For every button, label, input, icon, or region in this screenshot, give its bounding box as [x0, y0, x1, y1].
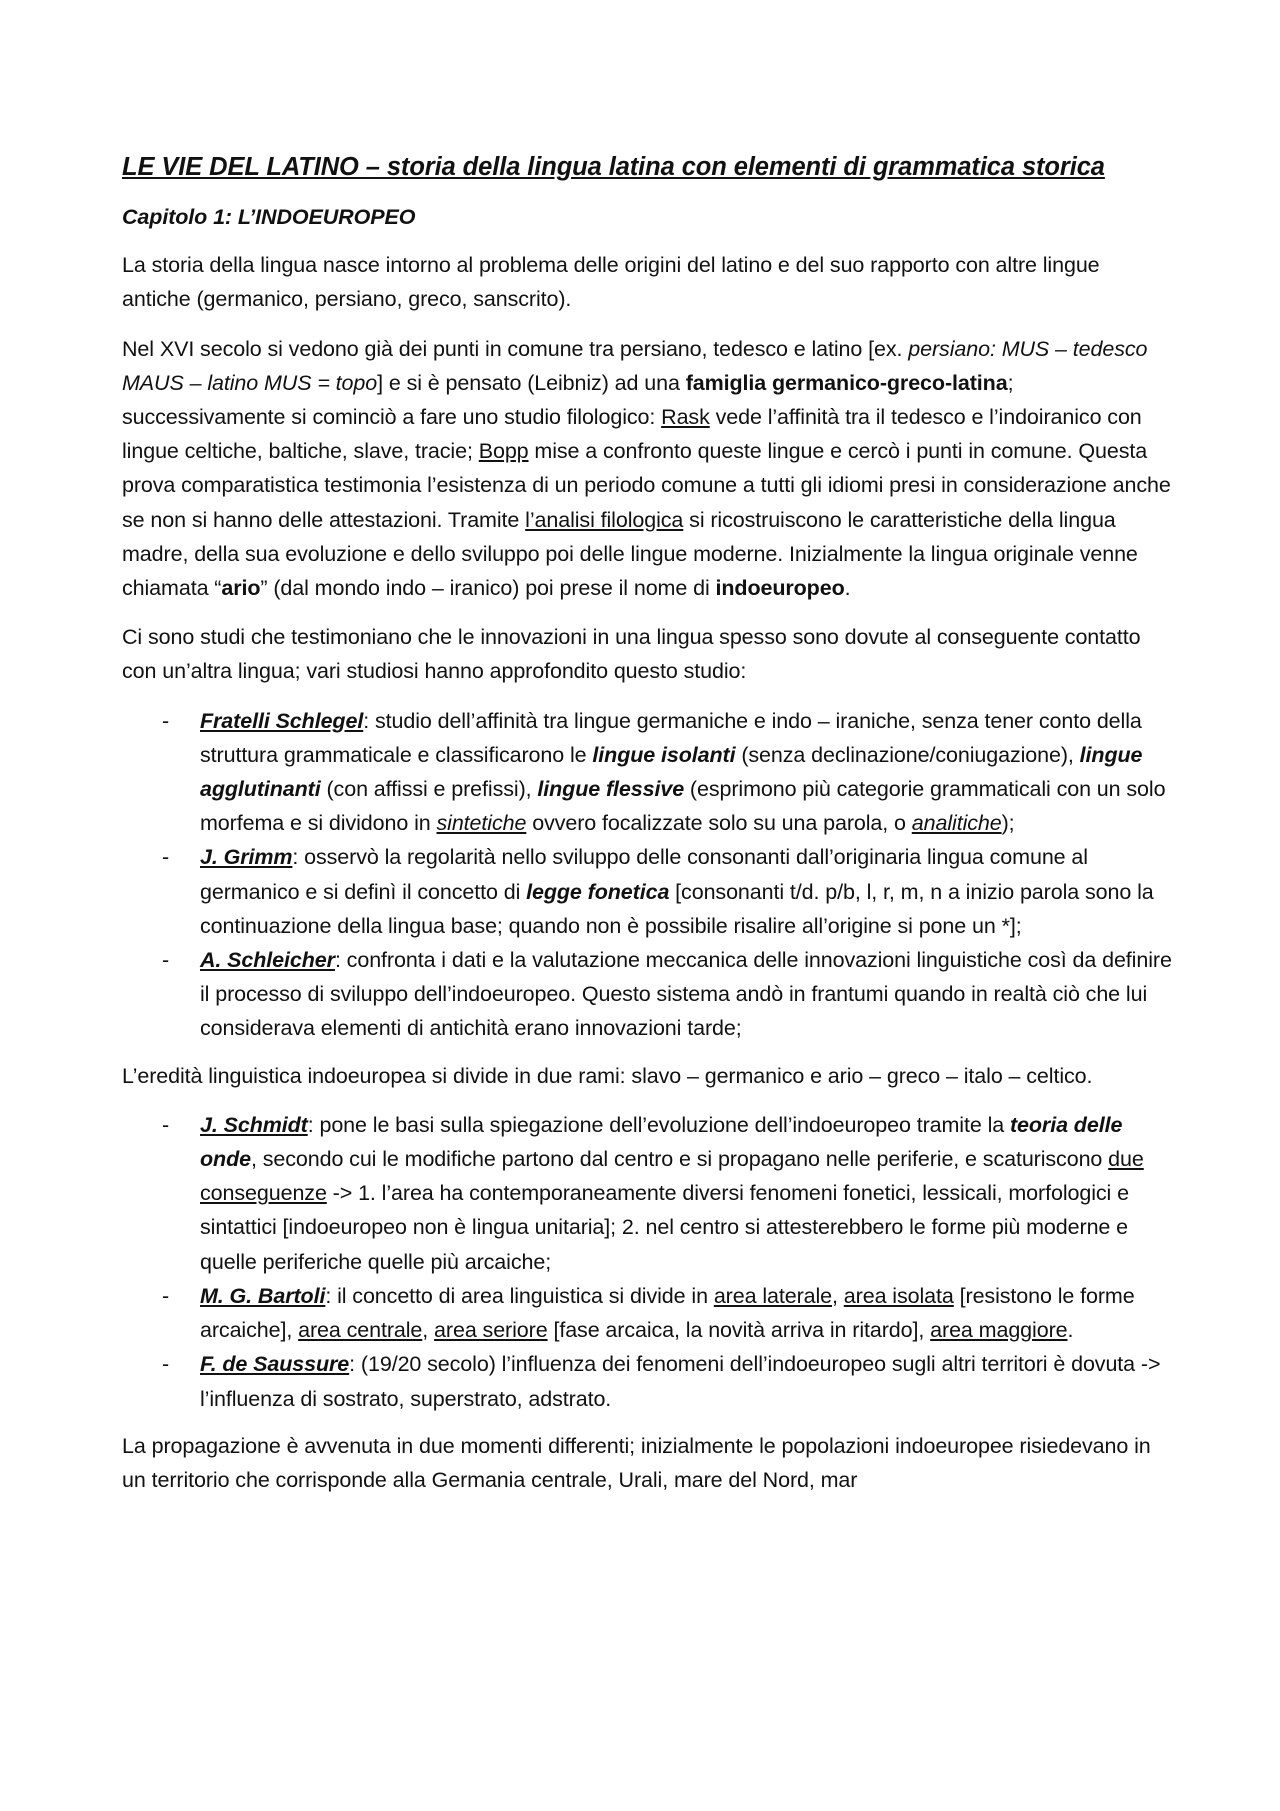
- term-italic-underline: analitiche: [911, 811, 1002, 836]
- scholar-name: Fratelli Schlegel: [200, 708, 364, 733]
- scholars-list-1: [122, 704, 1172, 1046]
- text-run: .: [1067, 1318, 1074, 1343]
- scholars-list-2: [122, 1108, 1172, 1416]
- document-title: LE VIE DEL LATINO – storia della lingua latina con elementi di grammatica storica: [122, 153, 1105, 181]
- text-run: , secondo cui le modifiche partono dal centro e si propagano nelle periferie, e scaturiscono: [250, 1147, 1109, 1172]
- text-run: ovvero focalizzate solo su una parola, o: [526, 811, 912, 836]
- text-run: );: [1001, 811, 1015, 836]
- term-bold-italic: lingue flessive: [537, 777, 685, 802]
- text-run: .: [844, 576, 851, 601]
- text-run: ; successivamente si cominciò a fare uno studio filologico:: [122, 370, 1014, 430]
- text-run: : osservò la regolarità nello sviluppo delle consonanti dall’originaria lingua comune al germanico e si definì il concetto di: [200, 845, 1088, 904]
- text-run: (con affissi e prefissi),: [320, 777, 538, 802]
- paragraph-studies: Ci sono studi che testimoniano che le innovazioni in una lingua spesso sono dovute al conseguente contatto con un’altra lingua; vari studiosi hanno approfondito questo studio:: [122, 625, 1141, 684]
- text-run: vede l’affinità tra il tedesco e l’indoiranico con lingue celtiche, baltiche, slave, tracie;: [122, 405, 1142, 464]
- list-item: [122, 704, 1172, 841]
- bullet-dash: -: [162, 708, 170, 733]
- text-run: : il concetto di area linguistica si divide in: [325, 1283, 714, 1308]
- bullet-dash: -: [162, 1352, 170, 1377]
- list-item: [122, 1108, 1172, 1279]
- term-bold: famiglia germanico-greco-latina: [685, 370, 1008, 395]
- text-run: : pone le basi sulla spiegazione dell’evoluzione dell’indoeuropeo tramite la: [307, 1112, 1010, 1137]
- text-run: ,: [422, 1318, 435, 1343]
- paragraph-propagation: La propagazione è avvenuta in due momenti differenti; inizialmente le popolazioni indoeuropee risiedevano in un territorio che corrisponde alla Germania centrale, Urali, mare del Nord, mar: [122, 1433, 1151, 1492]
- text-run: (senza declinazione/coniugazione),: [735, 742, 1080, 767]
- text-run: Nel XVI secolo si vedono già dei punti in comune tra persiano, tedesco e latino [ex.: [122, 336, 909, 361]
- term-underline: area maggiore: [930, 1318, 1068, 1343]
- paragraph-heritage: L’eredità linguistica indoeuropea si divide in due rami: slavo – germanico e ario – greco – italo – celtico.: [122, 1063, 1093, 1088]
- term-underline: area isolata: [843, 1283, 954, 1308]
- scholar-name: F. de Saussure: [200, 1352, 350, 1377]
- text-run: [consonanti t/d. p/b, l, r, m, n a inizio parola sono la continuazione della lingua base; quando non è possibile risalire all’origine si pone un *];: [200, 879, 1154, 938]
- text-run: [resistono le forme arcaiche],: [200, 1283, 1135, 1343]
- text-run: (esprimono più categorie grammaticali con un solo morfema e si dividono in: [200, 777, 1166, 836]
- list-item: [122, 943, 1172, 1046]
- name-rask: Rask: [661, 405, 710, 430]
- term-underline: area laterale: [713, 1283, 833, 1308]
- term-underline: area centrale: [298, 1318, 423, 1343]
- term-indoeuropeo: indoeuropeo: [715, 576, 845, 601]
- scholar-name: J. Schmidt: [200, 1112, 308, 1137]
- scholar-name: A. Schleicher: [200, 948, 335, 973]
- name-bopp: Bopp: [478, 439, 529, 464]
- text-run: ,: [832, 1283, 844, 1308]
- scholar-name: M. G. Bartoli: [200, 1283, 326, 1308]
- text-run: -> 1. l’area ha contemporaneamente diversi fenomeni fonetici, lessicali, morfologici e sintattici [indoeuropeo non è lingua unitaria]; 2. nel centro si attesterebbero le forme più moderne e quelle periferiche quelle più arcaiche;: [200, 1181, 1129, 1274]
- term-underline: due conseguenze: [200, 1147, 1144, 1206]
- term-underline: area seriore: [434, 1318, 548, 1343]
- list-item: [122, 1347, 1172, 1415]
- bullet-dash: -: [162, 1112, 170, 1137]
- text-run: [fase arcaica, la novità arriva in ritardo],: [547, 1318, 931, 1343]
- term-bold-italic: lingue agglutinanti: [200, 742, 1143, 802]
- paragraph-intro: La storia della lingua nasce intorno al problema delle origini del latino e del suo rapporto con altre lingue antiche (germanico, persiano, greco, sanscrito).: [122, 253, 1100, 312]
- text-run: si ricostruiscono le caratteristiche della lingua madre, della sua evoluzione e dello sviluppo poi delle lingue moderne. Inizialmente la lingua originale venne chiamata “: [122, 507, 1138, 601]
- bullet-dash: -: [162, 845, 170, 870]
- term-analisi-filologica: l’analisi filologica: [525, 507, 684, 532]
- example-italic: persiano: MUS – tedesco MAUS – latino MUS = topo: [122, 336, 1148, 395]
- term-bold-italic: lingue isolanti: [592, 742, 736, 767]
- document-page: [122, 150, 1172, 1512]
- list-item: [122, 1279, 1172, 1347]
- bullet-dash: -: [162, 1283, 170, 1308]
- text-run: : confronta i dati e la valutazione meccanica delle innovazioni linguistiche così da definire il processo di sviluppo dell’indoeuropeo. Questo sistema andò in frantumi quando in realtà ciò che lui considerava elementi di antichità erano innovazioni tarde;: [200, 948, 1172, 1041]
- term-italic-underline: sintetiche: [436, 811, 527, 836]
- term-bold-italic: teoria delle onde: [200, 1112, 1123, 1172]
- list-item: [122, 840, 1172, 943]
- chapter-heading: Capitolo 1: L’INDOEUROPEO: [122, 205, 416, 229]
- text-run: ” (dal mondo indo – iranico) poi prese il nome di: [260, 576, 716, 601]
- paragraph-history: [122, 332, 1172, 606]
- text-run: mise a confronto queste lingue e cercò i punti in comune. Questa prova comparatistica testimonia l’esistenza di un periodo comune a tutti gli idiomi presi in considerazione anche se non si hanno delle attestazioni. Tramite: [122, 439, 1171, 532]
- bullet-dash: -: [162, 948, 170, 973]
- term-bold-italic: legge fonetica: [526, 879, 670, 904]
- text-run: : (19/20 secolo) l’influenza dei fenomeni dell’indoeuropeo sugli altri territori è dovuta -> l’influenza di sostrato, superstrato, adstrato.: [200, 1352, 1161, 1411]
- term-ario: ario: [221, 576, 261, 601]
- scholar-name: J. Grimm: [200, 845, 293, 870]
- text-run: : studio dell’affinità tra lingue germaniche e indo – iraniche, senza tener conto della struttura grammaticale e classificarono le: [200, 708, 1142, 767]
- text-run: ] e si è pensato (Leibniz) ad una: [377, 370, 686, 395]
